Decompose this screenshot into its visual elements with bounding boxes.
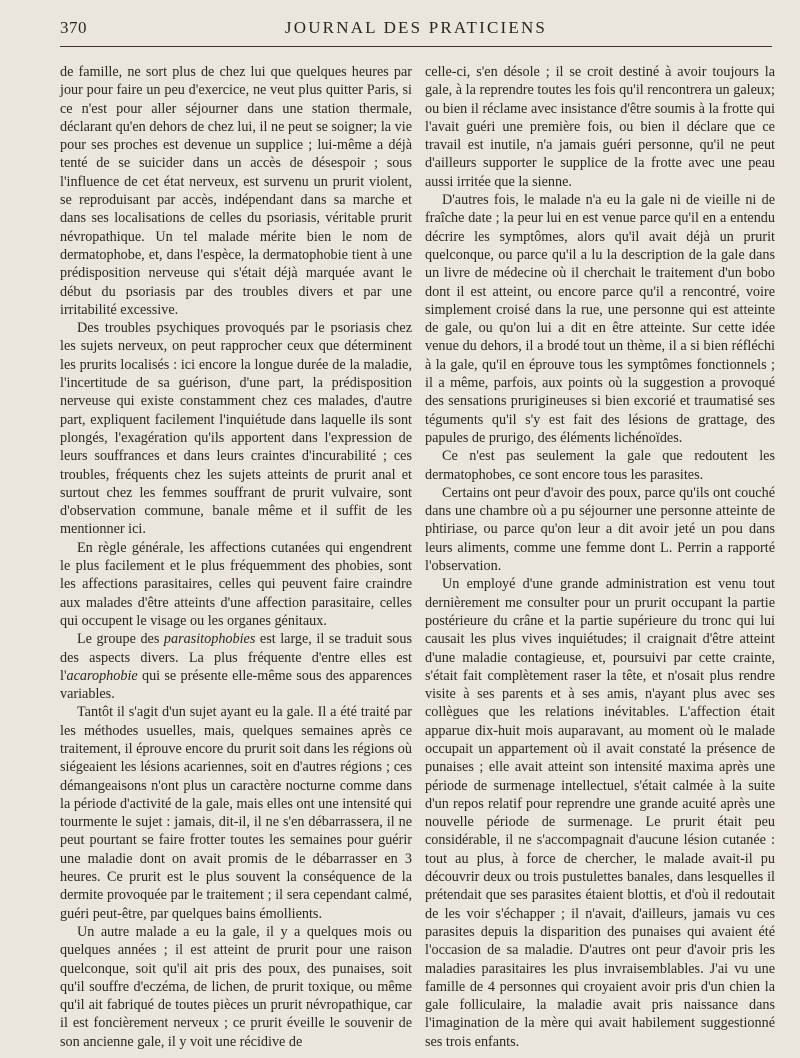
paragraph: Tantôt il s'agit d'un sujet ayant eu la gale. Il a été traité par les méthodes usuelles, mais, quelques semaines après ce traitement, il éprouve encore du prurit soit dans les régions où siégeaient les lésions acariennes, soit en d'autres régions ; ces démangeaisons n'ont plus un caractère nocturne comme dans la période d'activité de la gale, mais elles ont une intensité qui tourmente le sujet : jamais, dit-il, il ne s'en débarrassera, il ne peut pourtant se faire frotter toutes les semaines pour guérir une maladie dont on avait promis de le débarrasser en 3 heures. Ce prurit est le plus souvent la conséquence de la dermite provoquée par le traitement ; il sera cependant calmé, guéri peut-être, par quelques bains émollients.: [60, 704, 412, 922]
running-title: JOURNAL DES PRATICIENS: [284, 18, 548, 37]
paragraph-text: qui se présente elle-même sous des apparences variables.: [60, 667, 412, 703]
italic-term: parasitophobies: [163, 631, 256, 648]
page-number: 370: [60, 18, 87, 37]
paragraph: D'autres fois, le malade n'a eu la gale ni de vieille ni de fraîche date ; la peur lui en est venue parce qu'il en a entendu décrire les symptômes, alors qu'il avait déjà un prurit quelconque, ou parce qu'il a lu la description de la gale dans un livre de médecine où il cherchait le traitement d'un bobo dont il est atteint, ou encore parce qu'il a rencontré, voire simplement croisé dans la rue, une personne qui est atteinte de gale, ou qu'on lui a dit en être atteinte. Sur cette idée venue du dehors, il a brodé tout un thème, il a si bien réfléchi à la gale, qu'il en éprouve tous les symptômes fonctionnels ; il a même, parfois, aux points où la suggestion a provoqué des sensations prurigineuses si bien excorié et traumatisé ses téguments qu'il s'y est fait des lésions de grattage, des papules de prurigo, des éléments lichénoïdes.: [425, 192, 775, 446]
paragraph: celle-ci, s'en désole ; il se croit destiné à avoir toujours la gale, à la reprendre toutes les fois qu'il rencontrera un galeux; ou bien il réclame avec insistance d'être soumis à la frotte qui l'avait guéri une première fois, ou bien il déclare que ce travail est inutile, n'a jamais guéri personne, qu'il ne peut d'ailleurs supporter le supplice de la frotte avec une peau aussi irritée que la sienne.: [425, 64, 775, 190]
paragraph-text: Le groupe des: [77, 631, 164, 648]
paragraph: Un employé d'une grande administration est venu tout dernièrement me consulter pour un prurit occupant la partie postérieure du crâne et la partie supérieure du tronc qui lui causait les plus vives inquiétudes; il craignait d'être atteint d'une maladie contagieuse, et, poursuivi par cette crainte, s'était fait complètement raser la tête, et n'osait plus rendre visite à ses parents et à ses amis, n'ayant plus avec ses collègues que les relations inévitables. L'affection était apparue dix-huit mois auparavant, au moment où le malade occupait un appartement où il avait constaté la présence de punaises ; elle avait atteint son intensité maxima après une période de surmenage intellectuel, s'était calmée à la suite d'un repos relatif pour reprendre une grande acuité après une nouvelle période de surmenage. Le prurit était peu considérable, il ne s'accompagnait d'aucune lésion cutanée : tout au plus, à force de chercher, le malade avait-il pu découvrir deux ou trois pustulettes banales, dans lesquelles il prétendait que ses parasites étaient blottis, et d'où il redoutait de les voir s'échapper ; il n'avait, d'ailleurs, jamais vu ces parasites depuis la disparition des punaises qui avaient été l'occasion de sa maladie. D'autres ont peur d'avoir pris les maladies parasitaires les plus invraisemblables. J'ai vu une famille de 4 personnes qui croyaient avoir pris d'un chien la gale folliculaire, la maladie avait pris naissance dans l'imagination de la mère qui avait habilement suggestionné ses trois enfants.: [425, 576, 775, 1050]
paragraph: Un autre malade a eu la gale, il y a quelques mois ou quelques années ; il est atteint de prurit pour une raison quelconque, soit qu'il ait pris des poux, des punaises, soit qu'il souffre d'eczéma, de lichen, de prurit toxique, ou même qu'il ait fabriqué de toutes pièces un prurit névropathique, car il est foncièrement nerveux ; ce prurit éveille le souvenir de son ancienne gale, il y voit une récidive de: [60, 923, 412, 1050]
paragraph: En règle générale, les affections cutanées qui engendrent le plus facilement et le plus fréquemment des phobies, sont les affections parasitaires, celles qui peuvent faire craindre aux malades d'être atteints d'une affection parasitaire, celles qui occupent le visage ou les organes génitaux.: [60, 539, 412, 629]
paragraph: Ce n'est pas seulement la gale que redoutent les dermatophobes, ce sont encore tous les parasites.: [425, 448, 775, 483]
paragraph: de famille, ne sort plus de chez lui que quelques heures par jour pour faire un peu d'exercice, ne veut plus quitter Paris, si ce n'est pour aller séjourner dans une station thermale, déclarant qu'en dehors de chez lui, il ne peut se soigner; la vie pour ses proches est devenue un supplice ; lui-même a déjà tenté de se suicider dans un accès de désespoir ; sous l'influence de cet état nerveux, est survenu un prurit violent, se reproduisant par accès, indépendant dans sa marche et dans ses localisations de celles du psoriasis, véritable prurit névropathique. Un tel malade mérite bien le nom de dermatophobe, et, dans l'espèce, la dermatophobie tient à une prédisposition nerveuse qui s'était déjà marquée avant le début du psoriasis par des troubles divers et par une irritabilité excessive.: [60, 64, 412, 318]
left-column: [60, 63, 412, 1051]
paragraph: Des troubles psychiques provoqués par le psoriasis chez les sujets nerveux, on peut rapprocher ceux que déterminent les prurits localisés : ici encore la longue durée de la maladie, l'incertitude de sa guérison, d'une part, la prédisposition nerveuse qui existe constamment chez ces malades, d'autre part, expliquent facilement l'inquiétude dans laquelle ils sont plongés, l'exagération qu'ils apportent dans l'expression de leurs souffrances et dans leurs craintes d'incurabilité ; ces troubles, fréquents chez les sujets atteints de prurit anal et surtout chez les femmes souffrant de prurit vulvaire, sont d'observation commune, banale même et il suffit de les mentionner ici.: [60, 320, 412, 538]
paragraph: [60, 630, 412, 703]
paragraph-text: est large, il se traduit sous des aspects divers. La plus fréquente d'entre elles est l': [60, 631, 413, 684]
page-header: [60, 18, 772, 44]
italic-term: acarophobie: [66, 667, 138, 684]
right-column: [425, 63, 775, 1051]
paragraph: Certains ont peur d'avoir des poux, parce qu'ils ont couché dans une chambre où a pu séjourner une personne atteinte de phtiriase, ou parce qu'on leur a dit avoir jeté un pou dans leurs aliments, comme une femme dont L. Perrin a rapporté l'observation.: [425, 484, 775, 575]
header-rule: [60, 46, 772, 47]
